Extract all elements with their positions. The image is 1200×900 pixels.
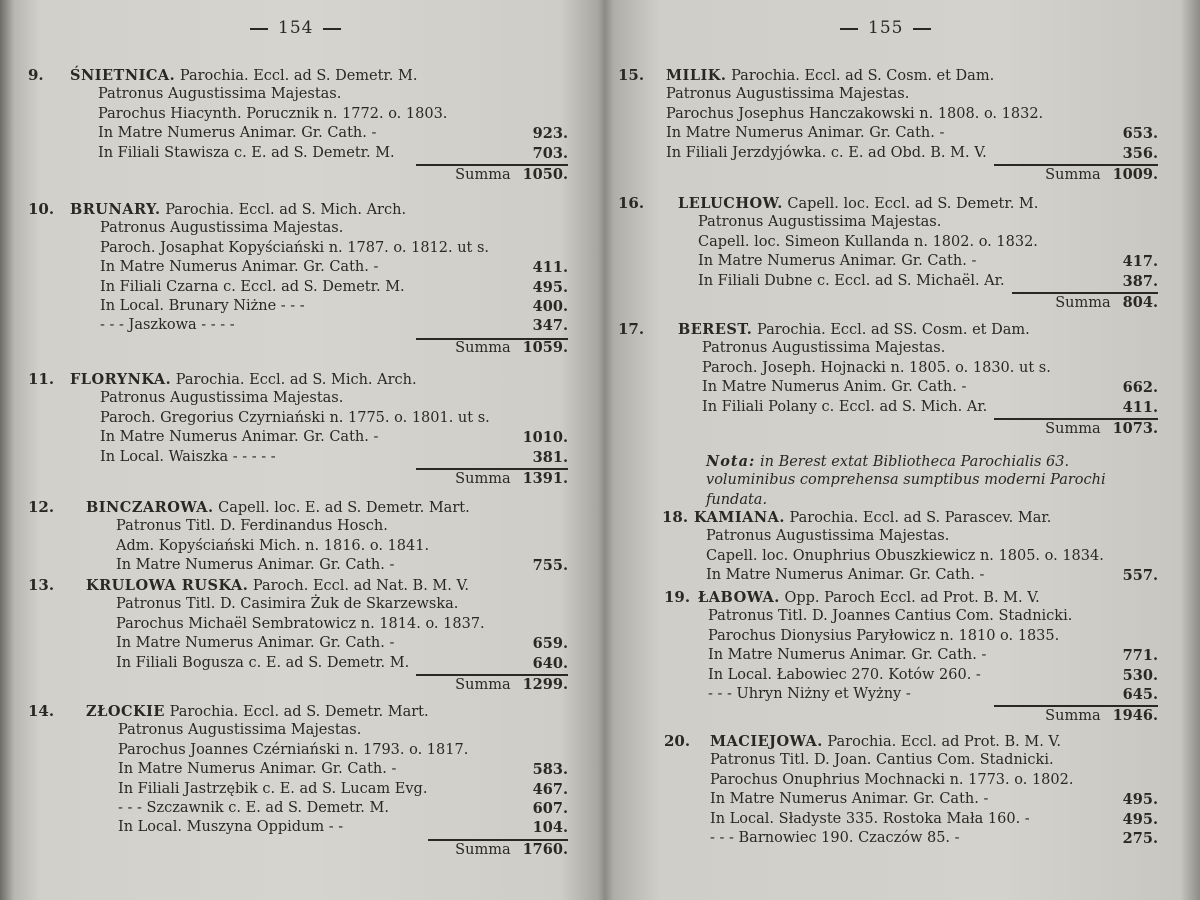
entry-line: In Matre Numerus Animar. Gr. Cath. - xyxy=(118,761,397,778)
parish-name: ŁABOWA. xyxy=(698,589,780,606)
nota-line: fundata. xyxy=(706,491,768,508)
parish-name: KAMIANA. xyxy=(694,509,785,526)
entry-number: 20. xyxy=(664,732,691,750)
entry-number: 18. xyxy=(662,508,689,526)
parish-name: MILIK. xyxy=(666,67,727,84)
parish-entry xyxy=(618,320,1158,438)
parish-desc: Parochia. Eccl. ad S. Mich. Arch. xyxy=(160,202,407,218)
entry-line: Parochus Dionysius Paryłowicz n. 1810 o. 1835. xyxy=(708,627,1060,644)
entry-line: Patronus Augustissima Majestas. xyxy=(706,528,950,545)
entry-number: 15. xyxy=(618,66,645,84)
entry-number: 19. xyxy=(664,588,691,606)
parish-desc: Parochia. Eccl. ad SS. Cosm. et Dam. xyxy=(752,322,1030,338)
parish-entry xyxy=(618,66,1158,184)
count-value: 467. xyxy=(532,780,568,798)
parish-desc: Parochia. Eccl. ad S. Demetr. Mart. xyxy=(165,704,429,720)
entry-line: Paroch. Gregorius Czyrniański n. 1775. o. 1801. ut s. xyxy=(100,409,490,426)
entry-line: Parochus Onuphrius Mochnacki n. 1773. o. 1802. xyxy=(710,771,1074,788)
parish-entry xyxy=(618,588,1158,726)
parish-name: ŚNIETNICA. xyxy=(70,67,176,84)
parish-name: KRULOWA RUSKA. xyxy=(86,577,249,594)
count-value: 411. xyxy=(1122,398,1158,416)
count-value: 104. xyxy=(532,819,568,837)
right-page xyxy=(618,0,1178,900)
entry-line: In Matre Numerus Animar. Gr. Cath. - xyxy=(698,253,977,270)
summa: Summa 1059. xyxy=(455,338,568,356)
parish-desc: Parochia. Eccl. ad S. Parascev. Mar. xyxy=(784,510,1052,526)
parish-desc: Parochia. Eccl. ad Prot. B. M. V. xyxy=(822,734,1061,750)
entry-line: In Matre Numerus Animar. Gr. Cath. - xyxy=(706,567,985,584)
parish-desc: Opp. Paroch Eccl. ad Prot. B. M. V. xyxy=(779,590,1040,606)
entry-line: In Local. Muszyna Oppidum - - xyxy=(118,819,344,836)
left-page xyxy=(28,0,588,900)
count-value: 645. xyxy=(1122,685,1158,703)
parish-name: LELUCHOW. xyxy=(678,195,783,212)
entry-line: In Matre Numerus Animar. Gr. Cath. - xyxy=(116,557,395,574)
summa: Summa 1073. xyxy=(1045,419,1158,437)
entry-line: In Local. Sładyste 335. Rostoka Mała 160. - xyxy=(710,810,1030,827)
parish-name: BEREST. xyxy=(678,321,753,338)
entry-line: In Filiali Jerzdyjówka. c. E. ad Obd. B. M. V. xyxy=(666,144,987,161)
parish-entry xyxy=(28,370,568,488)
count-value: 530. xyxy=(1122,666,1158,684)
entry-line: Parochus Joannes Czérniański n. 1793. o. 1817. xyxy=(118,741,469,758)
count-value: 495. xyxy=(532,278,568,296)
entry-number: 16. xyxy=(618,194,645,212)
entry-number: 13. xyxy=(28,576,55,594)
summa: Summa 1760. xyxy=(455,840,568,858)
entry-number: 9. xyxy=(28,66,44,84)
entry-line: Parochus Josephus Hanczakowski n. 1808. o. 1832. xyxy=(666,105,1044,122)
parish-desc: Parochia. Eccl. ad S. Mich. Arch. xyxy=(171,372,417,388)
parish-name: BINCZAROWA. xyxy=(86,499,214,516)
nota-line: voluminibus comprehensa sumptibus moderni Parochi xyxy=(706,472,1106,489)
entry-line: Patronus Augustissima Majestas. xyxy=(118,722,362,739)
summa: Summa 1050. xyxy=(455,165,568,183)
parish-entry xyxy=(28,498,568,576)
entry-line: In Filiali Polany c. Eccl. ad S. Mich. Ar. xyxy=(702,398,988,415)
count-value: 411. xyxy=(532,259,568,277)
entry-line: Patronus Augustissima Majestas. xyxy=(98,86,342,103)
entry-line: Patronus Titl. D. Casimira Żuk de Skarzewska. xyxy=(116,596,459,613)
nota-label: Nota: xyxy=(706,453,756,470)
entry-line: Parochus Michaël Sembratowicz n. 1814. o. 1837. xyxy=(116,615,485,632)
count-value: 923. xyxy=(532,125,568,143)
entry-line: Patronus Augustissima Majestas. xyxy=(100,220,344,237)
summa: Summa 804. xyxy=(1055,293,1158,311)
summa: Summa 1391. xyxy=(455,469,568,487)
parish-desc: Paroch. Eccl. ad Nat. B. M. V. xyxy=(248,578,470,594)
entry-line: - - - Jaszkowa - - - - xyxy=(100,317,235,334)
parish-name: ZŁOCKIE xyxy=(86,703,165,720)
entry-number: 14. xyxy=(28,702,55,720)
entry-line: In Matre Numerus Animar. Gr. Cath. - xyxy=(708,647,987,664)
entry-line: In Local. Brunary Niżne - - - xyxy=(100,297,305,314)
entry-line: In Matre Numerus Animar. Gr. Cath. - xyxy=(116,635,395,652)
parish-desc: Parochia. Eccl. ad S. Demetr. M. xyxy=(175,68,418,84)
parish-name: MACIEJOWA. xyxy=(710,733,823,750)
entry-line: In Filiali Stawisza c. E. ad S. Demetr. M. xyxy=(98,144,395,161)
count-value: 1010. xyxy=(522,429,568,447)
entry-line: - - - Uhryn Niżny et Wyżny - xyxy=(708,685,911,702)
entry-line: In Local. Waiszka - - - - - xyxy=(100,448,276,465)
parish-entry xyxy=(28,702,568,859)
count-value: 607. xyxy=(532,799,568,817)
entry-line: Parochus Hiacynth. Porucznik n. 1772. o. 1803. xyxy=(98,105,448,122)
summa: Summa 1009. xyxy=(1045,165,1158,183)
parish-desc: Capell. loc. E. ad S. Demetr. Mart. xyxy=(213,500,470,516)
parish-entry xyxy=(28,576,568,694)
nota-block xyxy=(618,452,1158,510)
entry-line: In Matre Numerus Animar. Gr. Cath. - xyxy=(100,259,379,276)
entry-line: Patronus Augustissima Majestas. xyxy=(698,214,942,231)
parish-entry xyxy=(618,732,1158,848)
parish-name: BRUNARY. xyxy=(70,201,161,218)
entry-line: - - - Szczawnik c. E. ad S. Demetr. M. xyxy=(118,799,389,816)
count-value: 583. xyxy=(532,761,568,779)
page-number: 154 xyxy=(240,18,351,38)
entry-line: In Filiali Jastrzębik c. E. ad S. Lucam Evg. xyxy=(118,780,428,797)
parish-entry xyxy=(618,508,1158,586)
entry-line: Capell. loc. Simeon Kullanda n. 1802. o. 1832. xyxy=(698,233,1038,250)
entry-line: In Matre Numerus Animar. Gr. Cath. - xyxy=(710,791,989,808)
count-value: 495. xyxy=(1122,791,1158,809)
count-value: 387. xyxy=(1122,272,1158,290)
count-value: 347. xyxy=(532,317,568,335)
count-value: 400. xyxy=(532,297,568,315)
count-value: 659. xyxy=(532,635,568,653)
parish-entry xyxy=(618,194,1158,312)
entry-line: Patronus Titl. D. Joan. Cantius Com. Stadnicki. xyxy=(710,752,1054,769)
entry-line: In Filiali Dubne c. Eccl. ad S. Michaël. Ar. xyxy=(698,272,1005,289)
summa: Summa 1299. xyxy=(455,675,568,693)
entry-line: In Local. Łabowiec 270. Kotów 260. - xyxy=(708,666,981,683)
count-value: 703. xyxy=(532,144,568,162)
entry-line: In Matre Numerus Animar. Gr. Cath. - xyxy=(666,125,945,142)
entry-number: 10. xyxy=(28,200,55,218)
count-value: 381. xyxy=(532,448,568,466)
entry-line: Patronus Titl. D. Joannes Cantius Com. Stadnicki. xyxy=(708,608,1073,625)
count-value: 771. xyxy=(1122,647,1158,665)
entry-number: 12. xyxy=(28,498,55,516)
parish-name: FLORYNKA. xyxy=(70,371,172,388)
count-value: 557. xyxy=(1122,567,1158,585)
entry-line: Adm. Kopyściański Mich. n. 1816. o. 1841. xyxy=(116,537,430,554)
count-value: 755. xyxy=(532,557,568,575)
page-number: 155 xyxy=(830,18,941,38)
count-value: 356. xyxy=(1122,144,1158,162)
entry-line: Capell. loc. Onuphrius Obuszkiewicz n. 1805. o. 1834. xyxy=(706,547,1104,564)
nota-text: in Berest extat Bibliotheca Parochialis 63. xyxy=(755,454,1070,470)
entry-line: Paroch. Joseph. Hojnacki n. 1805. o. 1830. ut s. xyxy=(702,359,1051,376)
entry-line: Patronus Augustissima Majestas. xyxy=(702,340,946,357)
count-value: 662. xyxy=(1122,379,1158,397)
entry-line: In Filiali Czarna c. Eccl. ad S. Demetr. M. xyxy=(100,278,405,295)
count-value: 495. xyxy=(1122,810,1158,828)
entry-number: 17. xyxy=(618,320,645,338)
count-value: 640. xyxy=(532,654,568,672)
summa: Summa 1946. xyxy=(1045,707,1158,725)
parish-entry xyxy=(28,66,568,184)
count-value: 417. xyxy=(1122,253,1158,271)
entry-line: Paroch. Josaphat Kopyściański n. 1787. o. 1812. ut s. xyxy=(100,239,490,256)
entry-line: In Matre Numerus Animar. Gr. Cath. - xyxy=(98,125,377,142)
parish-entry xyxy=(28,200,568,357)
entry-line: In Matre Numerus Anim. Gr. Cath. - xyxy=(702,379,967,396)
parish-desc: Capell. loc. Eccl. ad S. Demetr. M. xyxy=(782,196,1039,212)
entry-line: - - - Barnowiec 190. Czaczów 85. - xyxy=(710,829,960,846)
entry-line: In Filiali Bogusza c. E. ad S. Demetr. M. xyxy=(116,654,410,671)
count-value: 653. xyxy=(1122,125,1158,143)
entry-number: 11. xyxy=(28,370,55,388)
entry-line: Patronus Augustissima Majestas. xyxy=(100,390,344,407)
entry-line: In Matre Numerus Animar. Gr. Cath. - xyxy=(100,429,379,446)
entry-line: Patronus Titl. D. Ferdinandus Hosch. xyxy=(116,518,388,535)
entry-line: Patronus Augustissima Majestas. xyxy=(666,86,910,103)
count-value: 275. xyxy=(1122,829,1158,847)
parish-desc: Parochia. Eccl. ad S. Cosm. et Dam. xyxy=(726,68,995,84)
